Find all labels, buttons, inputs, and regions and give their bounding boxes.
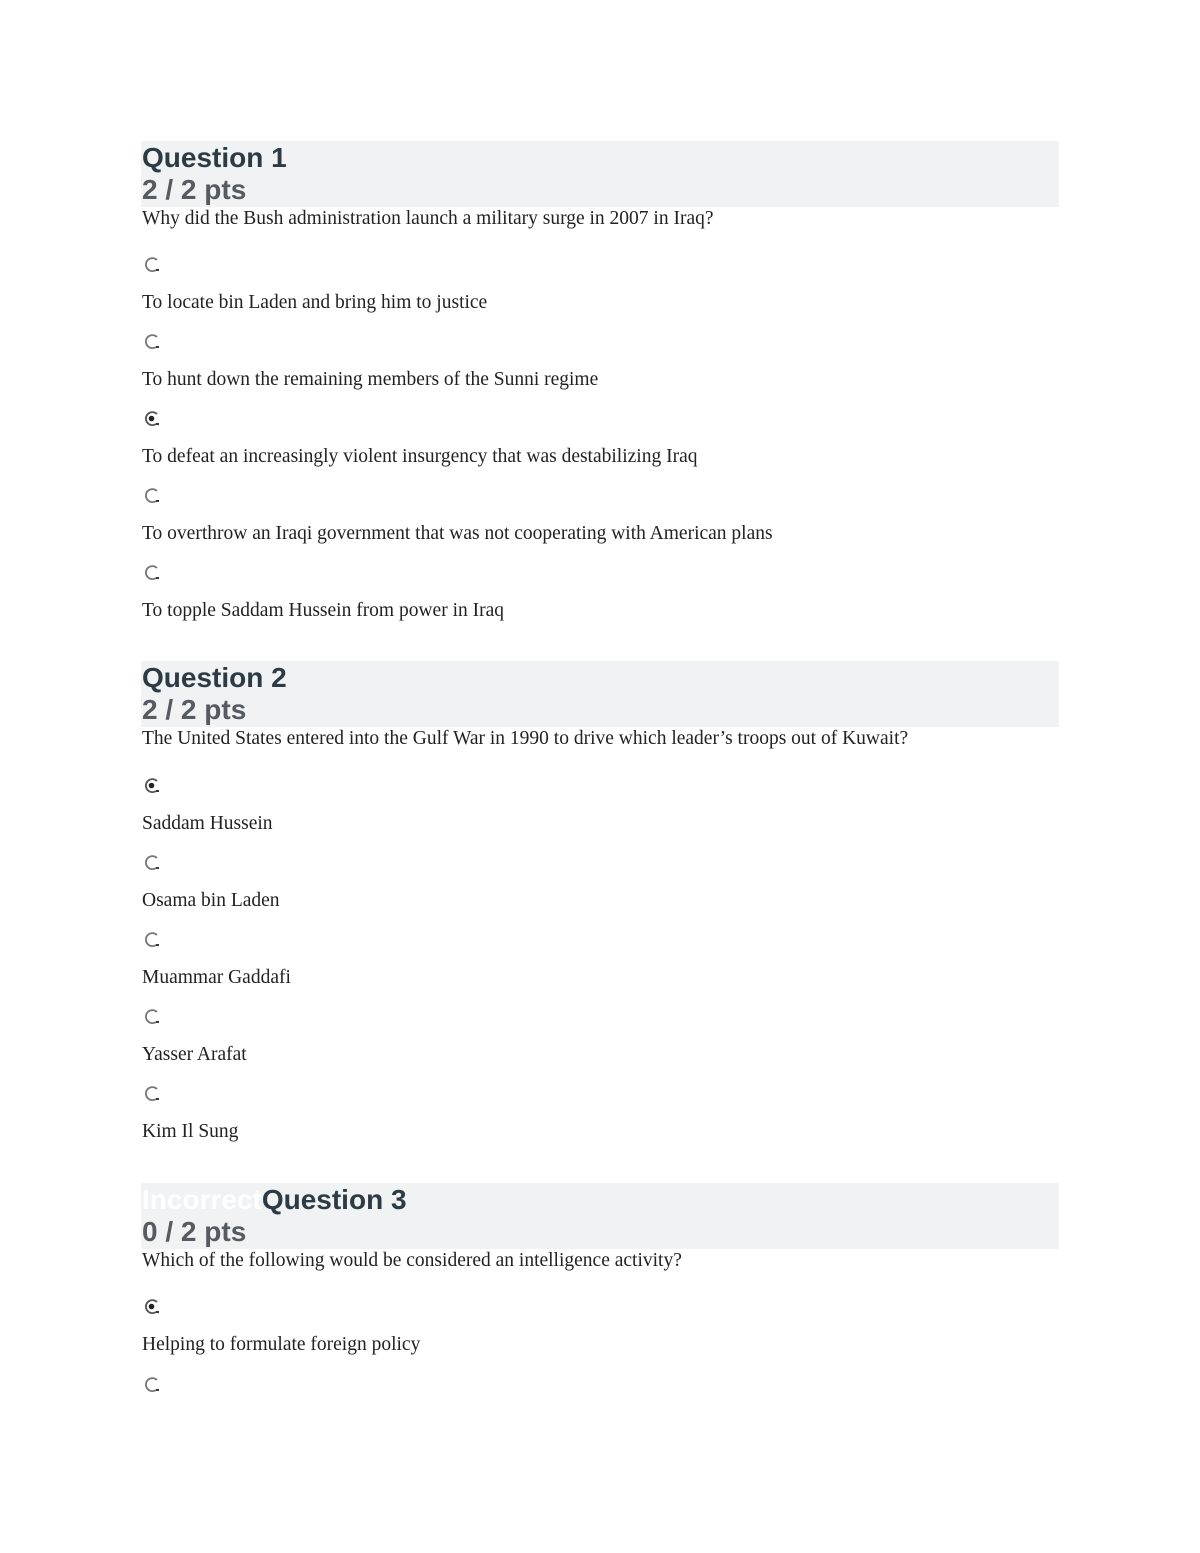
question-text: Why did the Bush administration launch a military surge in 2007 in Iraq? [142, 208, 714, 229]
question-title [142, 141, 287, 175]
radio-selected-icon[interactable] [143, 409, 161, 427]
question-title [142, 1183, 407, 1217]
answer-option[interactable] [141, 1084, 1059, 1160]
question-number: Question 3 [261, 1184, 407, 1215]
answer-label: To hunt down the remaining members of the Sunni regime [142, 369, 599, 390]
question-status: Incorrect [142, 1184, 262, 1215]
question-3 [141, 1183, 1059, 1355]
answer-option[interactable] [141, 255, 1059, 331]
question-text: The United States entered into the Gulf War in 1990 to drive which leader’s troops out of Kuwait? [142, 728, 909, 749]
question-points: 0 / 2 pts [142, 1216, 247, 1247]
question-points: 2 / 2 pts [142, 174, 247, 205]
answer-option[interactable] [141, 930, 1059, 1006]
answer-label: To locate bin Laden and bring him to justice [142, 292, 488, 313]
radio-unselected-icon[interactable] [143, 853, 161, 871]
radio-selected-icon[interactable] [143, 1297, 161, 1315]
answer-option[interactable] [141, 1375, 1059, 1451]
answer-label: To overthrow an Iraqi government that was not cooperating with American plans [142, 523, 773, 544]
radio-unselected-icon[interactable] [143, 486, 161, 504]
question-1 [141, 141, 1059, 621]
radio-selected-icon[interactable] [143, 776, 161, 794]
question-number: Question 2 [142, 662, 287, 693]
answer-label: Saddam Hussein [142, 813, 273, 834]
answer-label: Kim Il Sung [142, 1121, 239, 1142]
answer-option[interactable] [141, 853, 1059, 929]
answer-label: To topple Saddam Hussein from power in Iraq [142, 600, 505, 621]
answer-label: Helping to formulate foreign policy [142, 1334, 421, 1355]
radio-unselected-icon[interactable] [143, 255, 161, 273]
radio-unselected-icon[interactable] [143, 1375, 161, 1393]
question-title [142, 661, 287, 695]
question-header [141, 141, 1059, 207]
radio-unselected-icon[interactable] [143, 930, 161, 948]
answer-option-selected[interactable] [141, 1297, 1059, 1373]
answer-label: Muammar Gaddafi [142, 967, 291, 988]
answer-label: Yasser Arafat [142, 1044, 247, 1065]
question-2 [141, 661, 1059, 1142]
radio-unselected-icon[interactable] [143, 1007, 161, 1025]
question-text: Which of the following would be considered an intelligence activity? [142, 1250, 682, 1271]
answer-option[interactable] [141, 486, 1059, 562]
question-header [141, 661, 1059, 727]
question-number: Question 1 [142, 142, 287, 173]
answer-option[interactable] [141, 1007, 1059, 1083]
question-points: 2 / 2 pts [142, 694, 247, 725]
answer-option-selected[interactable] [141, 409, 1059, 485]
answer-label: Osama bin Laden [142, 890, 280, 911]
answer-option-selected[interactable] [141, 776, 1059, 852]
radio-unselected-icon[interactable] [143, 1084, 161, 1102]
radio-unselected-icon[interactable] [143, 332, 161, 350]
answer-option[interactable] [141, 332, 1059, 408]
answer-label: To defeat an increasingly violent insurgency that was destabilizing Iraq [142, 446, 698, 467]
radio-unselected-icon[interactable] [143, 563, 161, 581]
answer-option[interactable] [141, 563, 1059, 639]
question-header [141, 1183, 1059, 1249]
